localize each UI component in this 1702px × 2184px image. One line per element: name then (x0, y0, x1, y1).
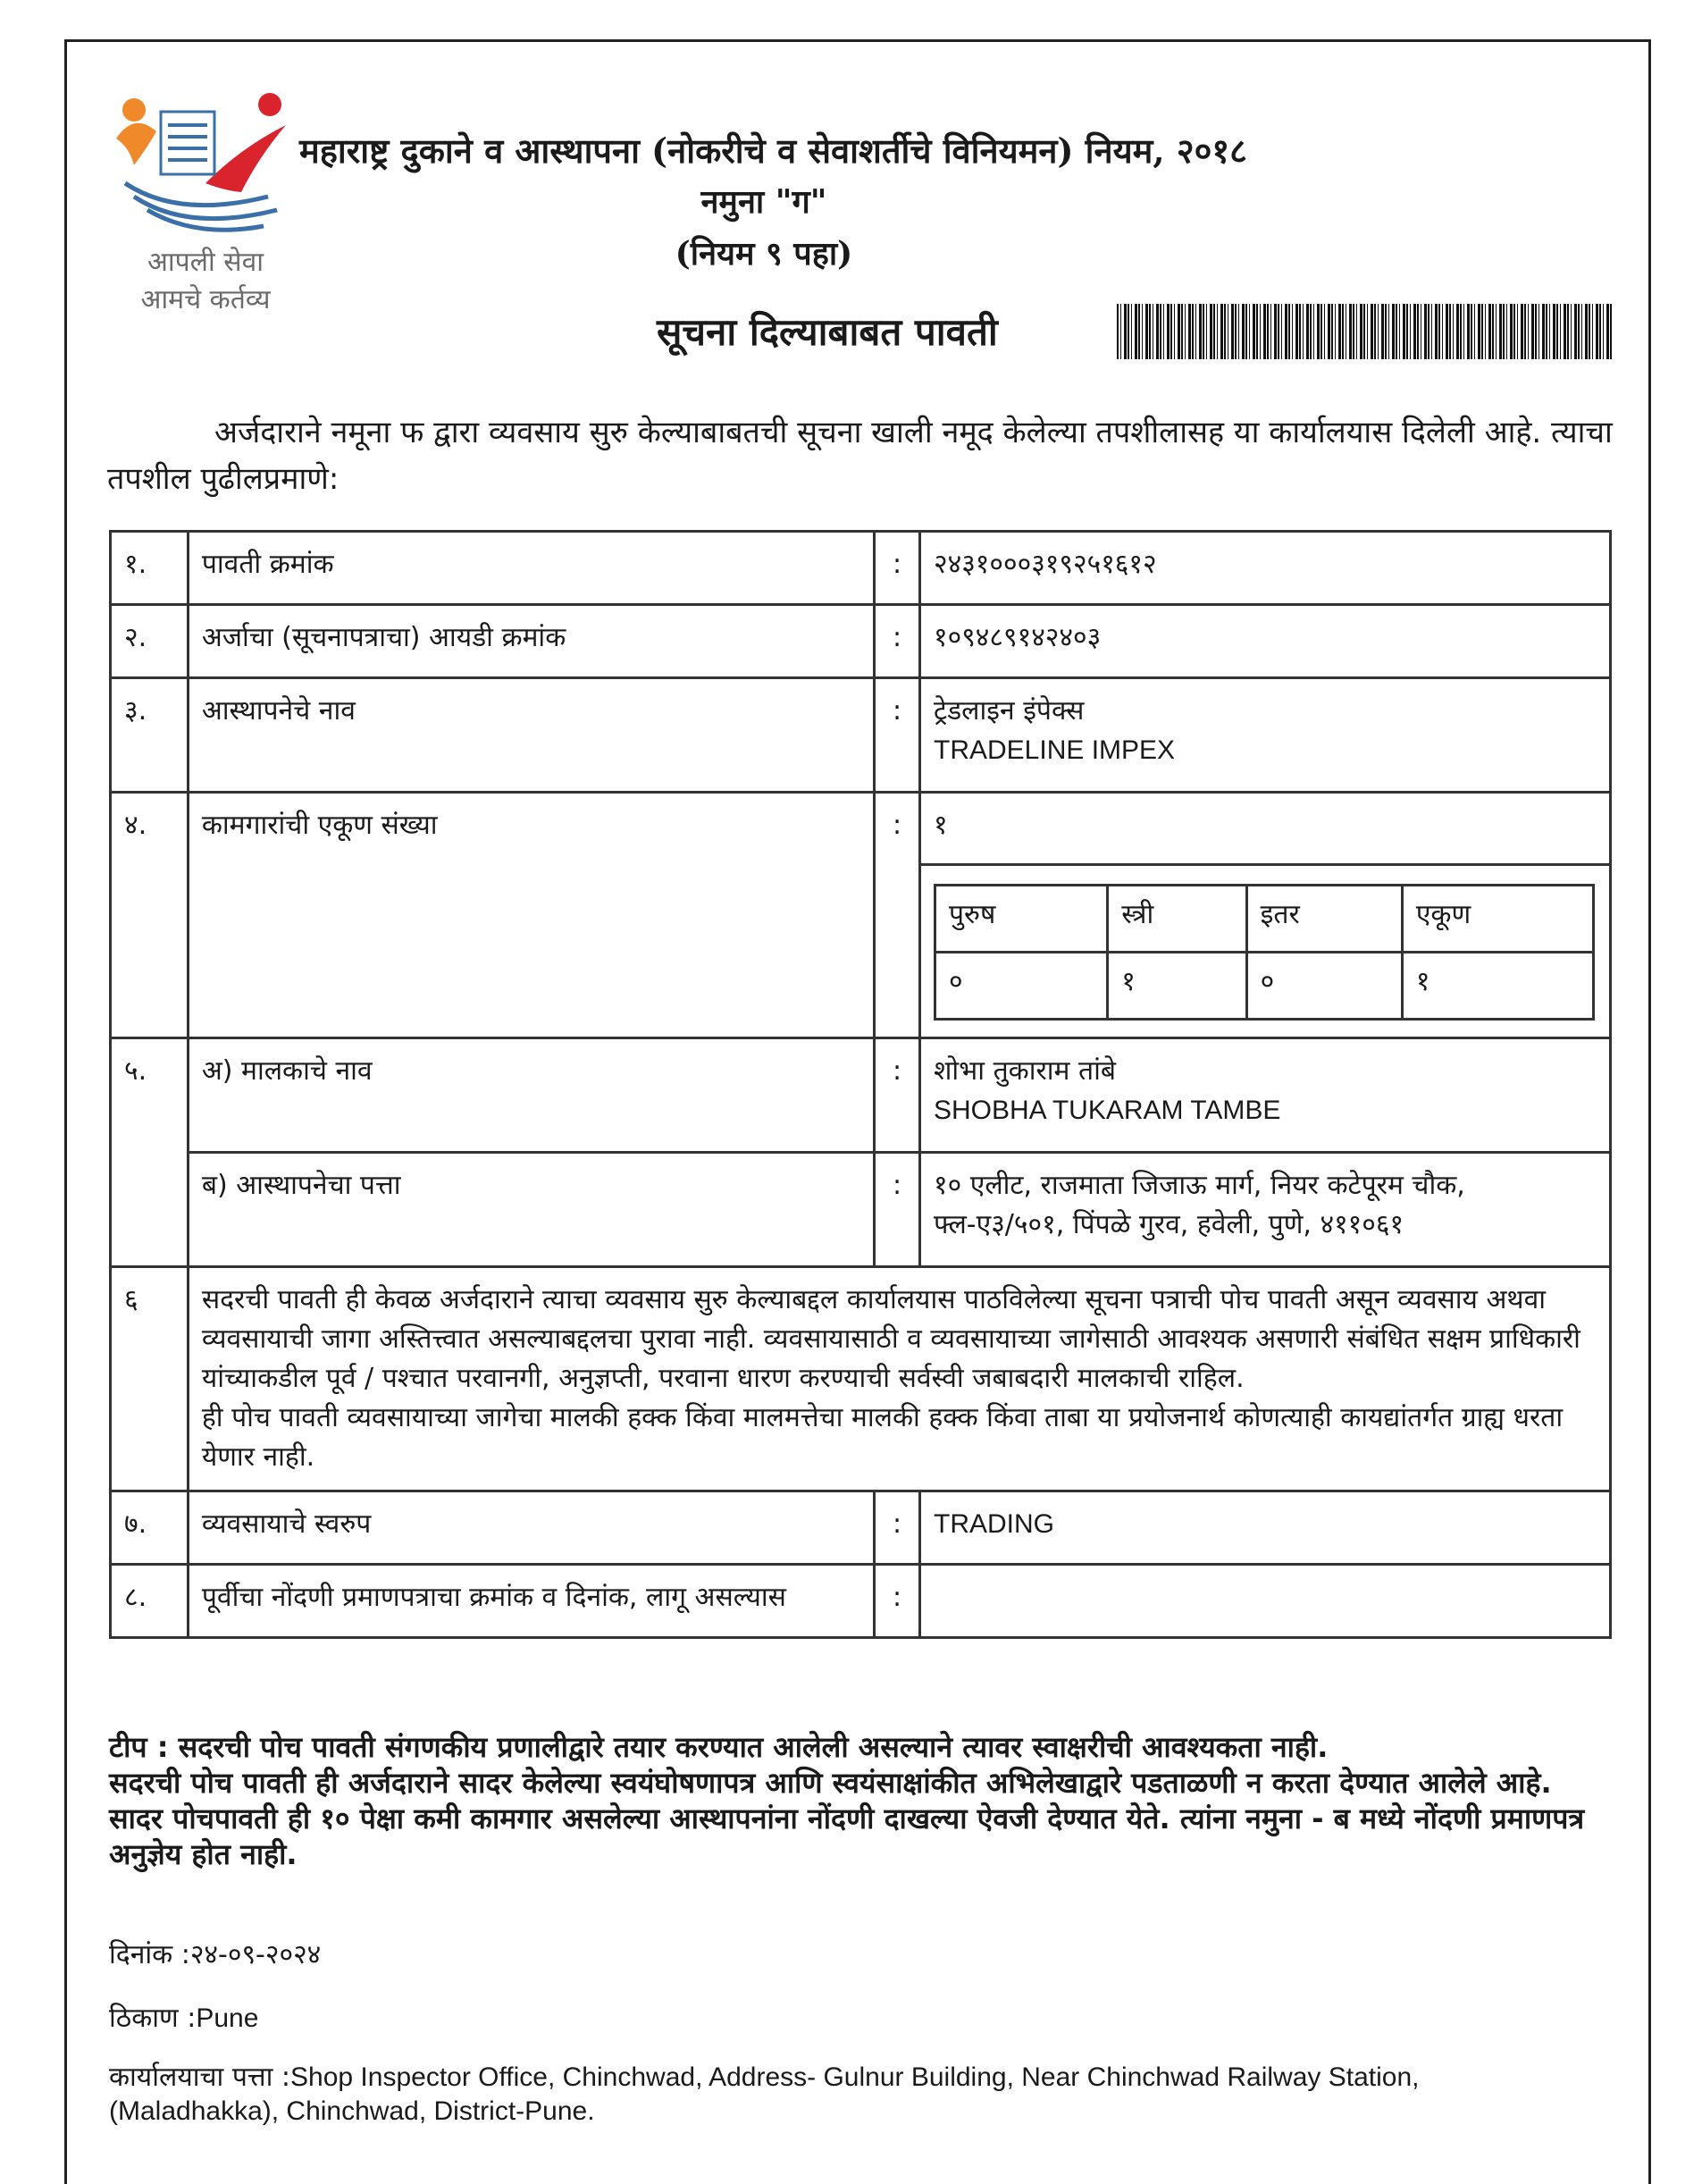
establishment-name-value (920, 678, 1611, 793)
establishment-name-label: आस्थापनेचे नाव (188, 678, 874, 793)
total-workers-label: कामगारांची एकूण संख्या (188, 793, 874, 1038)
colon: : (875, 1038, 920, 1153)
establishment-address-label: ब) आस्थापनेचा पत्ता (188, 1153, 874, 1267)
other-header: इतर (1246, 886, 1402, 953)
note-block (109, 1729, 1619, 1872)
row-number: ७. (111, 1491, 189, 1565)
address-line-1: १० एलीट, राजमाता जिजाऊ मार्ग, नियर कटेपूरम चौक, (934, 1170, 1465, 1201)
row-number: ८. (111, 1565, 189, 1638)
owner-name-value (920, 1038, 1611, 1153)
rule-reference: (नियम ९ पहा) (675, 235, 853, 273)
colon: : (875, 532, 920, 605)
act-title: महाराष्ट्र दुकाने व आस्थापना (नोकरीचे व सेवाशर्तीचे विनियमन) नियम, २०१८ (299, 130, 1247, 171)
place-label: ठिकाण : (109, 2003, 197, 2034)
previous-registration-value (920, 1565, 1611, 1638)
row-number: २. (111, 605, 189, 678)
aapli-seva-logo (107, 85, 304, 326)
barcode (1117, 304, 1613, 359)
disclaimer-paragraph-1: सदरची पावती ही केवळ अर्जदाराने त्याचा व्यवसाय सुरु केल्याबद्दल कार्यालयास पाठविलेल्या सूचना पत्राची पोच पावती असून व्यवसाय अथवा व्यवसायाची जागा अस्तित्त्वात असल्याबद्दलचा पुरावा नाही. व्यवसायासाठी व व्यवसायाच्या जागेसाठी आवश्यक असणारी संबंधित सक्षम प्राधिकारी यांच्याकडील पूर्व / पश्चात परवानगी, अनुज्ञप्ती, परवाना धारण करण्याची सर्वस्वी जबाबदारी मालकाची राहिल. (201, 1284, 1580, 1394)
table-row (111, 1038, 1611, 1153)
place-value: Pune (196, 2003, 259, 2033)
female-header: स्त्री (1108, 886, 1246, 953)
other-count: ० (1246, 953, 1402, 1020)
colon: : (875, 1565, 920, 1638)
female-count: १ (1108, 953, 1246, 1020)
address-line-2: फ्ल-ए३/५०१, पिंपळे गुरव, हवेली, पुणे, ४११०६१ (934, 1209, 1404, 1240)
row-number: १. (111, 532, 189, 605)
previous-registration-label: पूर्वीचा नोंदणी प्रमाणपत्राचा क्रमांक व दिनांक, लागू असल्यास (188, 1565, 874, 1638)
receipt-number-value: २४३१०००३१९२५१६१२ (920, 532, 1611, 605)
table-row (111, 1267, 1611, 1491)
logo-line-2: आमचे कर्तव्य (140, 284, 271, 315)
date-value: २४-०९-२०२४ (189, 1939, 322, 1970)
establishment-address-value (920, 1153, 1611, 1267)
intro-paragraph: अर्जदाराने नमूना फ द्वारा व्यवसाय सुरु केल्याबाबतची सूचना खाली नमूद केलेल्या तपशीलासह या कार्यालयास दिलेली आहे. त्याचा तपशील पुढीलप्रमाणे: (107, 415, 1613, 497)
total-workers-cell (920, 793, 1611, 1038)
male-header: पुरुष (935, 886, 1108, 953)
total-header: एकूण (1402, 886, 1593, 953)
note-line-3: सादर पोचपावती ही १० पेक्षा कमी कामगार असलेल्या आस्थापनांना नोंदणी दाखल्या ऐवजी देण्यात येते. त्यांना नमुना - ब मध्ये नोंदणी प्रमाणपत्र अनुज्ञेय होत नाही. (109, 1802, 1585, 1871)
disclaimer-cell (188, 1267, 1610, 1491)
colon: : (875, 605, 920, 678)
details-table (109, 530, 1612, 1639)
owner-name-label: अ) मालकाचे नाव (188, 1038, 874, 1153)
office-address-label: कार्यालयाचा पत्ता : (109, 2062, 291, 2093)
logo-line-1: आपली सेवा (147, 247, 264, 278)
office-address-line-2: (Maladhakka), Chinchwad, District-Pune. (109, 2096, 595, 2126)
workers-breakdown-table (934, 884, 1595, 1021)
date-label: दिनांक : (109, 1939, 190, 1970)
owner-name-marathi: शोभा तुकाराम तांबे (934, 1055, 1116, 1087)
colon: : (875, 1153, 920, 1267)
page-title: सूचना दिल्याबाबत पावती (657, 310, 998, 354)
form-name: नमुना "ग" (700, 183, 827, 221)
total-workers-value: १ (921, 794, 1609, 866)
colon: : (875, 1491, 920, 1565)
note-line-2: सदरची पोच पावती ही अर्जदाराने सादर केलेल्या स्वयंघोषणापत्र आणि स्वयंसाक्षांकीत अभिलेखाद्वारे पडताळणी न करता देण्यात आलेले आहे. (109, 1766, 1552, 1800)
place-line (109, 1998, 258, 2035)
establishment-name-english: TRADELINE IMPEX (934, 735, 1176, 765)
table-row (111, 678, 1611, 793)
business-nature-label: व्यवसायाचे स्वरुप (188, 1491, 874, 1565)
establishment-name-marathi: ट्रेडलाइन इंपेक्स (934, 695, 1085, 727)
table-row (111, 1565, 1611, 1638)
office-address (109, 2061, 1619, 2129)
table-row (111, 1491, 1611, 1565)
table-row (111, 605, 1611, 678)
disclaimer-paragraph-2: ही पोच पावती व्यवसायाच्या जागेचा मालकी हक्क किंवा मालमत्तेचा मालकी हक्क किंवा ताबा या प्रयोजनार्थ कोणत्याही कायद्यांतर्गत ग्राह्य धरता येणार नाही. (201, 1402, 1564, 1473)
row-number: ६ (111, 1267, 189, 1491)
logo-emblem-icon (107, 85, 304, 237)
business-nature-value: TRADING (920, 1491, 1611, 1565)
receipt-number-label: पावती क्रमांक (188, 532, 874, 605)
row-number: ३. (111, 678, 189, 793)
owner-name-english: SHOBHA TUKARAM TAMBE (934, 1096, 1281, 1125)
colon: : (875, 793, 920, 1038)
office-address-line-1: Shop Inspector Office, Chinchwad, Address- Gulnur Building, Near Chinchwad Railway Station, (290, 2062, 1420, 2092)
note-line-1: टीप : सदरची पोच पावती संगणकीय प्रणालीद्वारे तयार करण्यात आलेली असल्याने त्यावर स्वाक्षरीची आवश्यकता नाही. (109, 1730, 1329, 1764)
application-id-value: १०९४८९१४२४०३ (920, 605, 1611, 678)
table-row (111, 532, 1611, 605)
colon: : (875, 678, 920, 793)
row-number: ५. (111, 1038, 189, 1267)
row-number: ४. (111, 793, 189, 1038)
total-count: १ (1402, 953, 1593, 1020)
date-line (109, 1935, 321, 1971)
table-row (111, 793, 1611, 1038)
table-row (111, 1153, 1611, 1267)
male-count: ० (935, 953, 1108, 1020)
application-id-label: अर्जाचा (सूचनापत्राचा) आयडी क्रमांक (188, 605, 874, 678)
